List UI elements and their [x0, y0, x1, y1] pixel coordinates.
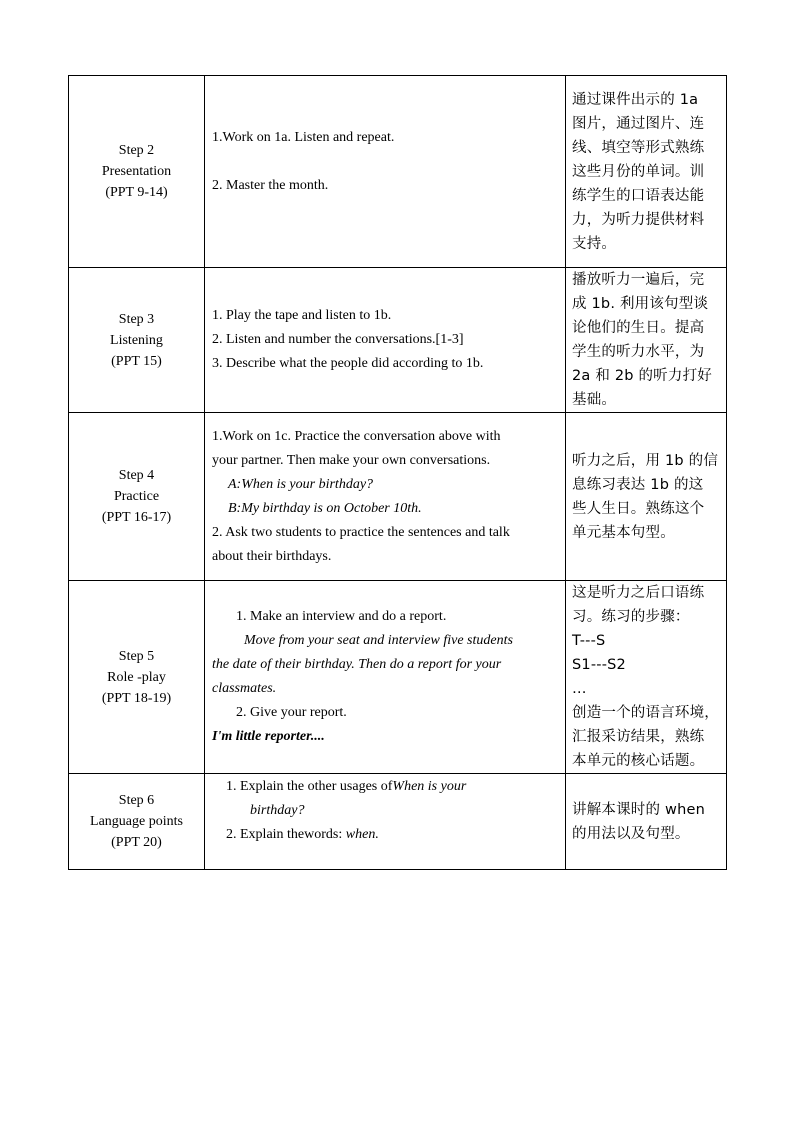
activity-cell: [205, 581, 566, 774]
step-number: Step 2: [118, 143, 155, 158]
note-line: 听力之后，用 1b 的信: [572, 452, 719, 469]
activity-cell: [205, 76, 566, 268]
note-line: T---S: [572, 633, 606, 649]
step-ppt: (PPT 15): [111, 353, 162, 369]
note-line: 这是听力之后口语练: [572, 585, 705, 601]
step-number: Step 5: [118, 648, 155, 664]
table-row: [69, 76, 727, 268]
note-line: 些人生日。熟练这个: [572, 500, 705, 517]
note-line: …: [572, 681, 587, 697]
note-line: 这些月份的单词。训: [572, 163, 705, 180]
dialogue-line-a: A:When is your birthday?: [228, 476, 374, 492]
note-line: 习。练习的步骤：: [572, 609, 690, 625]
activity-text-italic: when.: [345, 827, 379, 842]
activity-text-italic: When is your: [392, 779, 467, 794]
note-line: 讲解本课时的 when: [572, 801, 705, 818]
step-cell: [69, 581, 205, 774]
step-number: Step 4: [118, 468, 155, 483]
step-phase: Language points: [90, 814, 183, 829]
activity-line: 3. Describe what the people did according to 1b.: [212, 356, 484, 371]
step-number: Step 6: [118, 793, 155, 808]
activity-line: Move from your seat and interview five students: [244, 633, 513, 648]
step-phase: Role -play: [107, 669, 166, 685]
activity-text: 1. Explain the other usages of: [226, 779, 393, 794]
activity-line: about their birthdays.: [212, 548, 332, 564]
activity-cell: [205, 268, 566, 413]
note-cell: [566, 774, 727, 870]
activity-line: I'm little reporter....: [212, 729, 325, 744]
step-ppt: (PPT 9-14): [105, 185, 168, 200]
note-line: 论他们的生日。提高: [572, 320, 705, 336]
step-ppt: (PPT 18-19): [101, 690, 172, 706]
activity-line: 1. Play the tape and listen to 1b.: [212, 308, 392, 323]
note-cell: [566, 268, 727, 413]
step-number: Step 3: [118, 311, 155, 327]
activity-line: 2. Master the month.: [212, 178, 329, 193]
activity-line: classmates.: [212, 681, 277, 696]
note-line: 通过课件出示的 1a: [572, 91, 699, 108]
note-cell: [566, 581, 727, 774]
note-line: 2a 和 2b 的听力打好: [572, 368, 712, 384]
activity-line: [212, 775, 559, 799]
activity-text: 2. Explain thewords:: [226, 827, 346, 842]
step-cell: [69, 774, 205, 870]
lesson-plan-table: [68, 75, 727, 870]
note-cell: [566, 76, 727, 268]
table-row: [69, 413, 727, 581]
note-line: 汇报采访结果，熟练: [572, 729, 705, 745]
note-line: 线、填空等形式熟练: [572, 139, 705, 156]
table-row: [69, 268, 727, 413]
note-line: 学生的听力水平，为: [572, 344, 705, 360]
table-row: [69, 581, 727, 774]
activity-line: 2. Ask two students to practice the sentences and talk: [212, 524, 510, 540]
note-line: 本单元的核心话题。: [572, 753, 705, 769]
activity-line: the date of their birthday. Then do a report for your: [212, 657, 502, 672]
step-cell: [69, 413, 205, 581]
step-phase: Practice: [113, 489, 160, 504]
activity-line: your partner. Then make your own conversations.: [212, 452, 491, 468]
step-ppt: (PPT 20): [111, 835, 162, 850]
step-phase: Presentation: [101, 164, 172, 179]
note-line: 基础。: [572, 392, 617, 408]
activity-line: birthday?: [250, 803, 305, 818]
note-line: 单元基本句型。: [572, 524, 675, 541]
step-cell: [69, 268, 205, 413]
note-cell: [566, 413, 727, 581]
note-line: 的用法以及句型。: [572, 825, 690, 842]
note-line: 成 1b. 利用该句型谈: [572, 296, 709, 312]
activity-line: 1.Work on 1a. Listen and repeat.: [212, 130, 395, 145]
note-line: 息练习表达 1b 的这: [572, 476, 704, 493]
activity-line: [212, 823, 559, 847]
activity-line: 2. Listen and number the conversations.[1-3]: [212, 332, 464, 347]
dialogue-line-b: B:My birthday is on October 10th.: [228, 500, 422, 516]
activity-cell: [205, 774, 566, 870]
table-row: [69, 774, 727, 870]
note-line: 力，为听力提供材料: [572, 211, 705, 228]
activity-line: 1. Make an interview and do a report.: [236, 609, 447, 624]
note-line: 支持。: [572, 235, 617, 252]
activity-line: 1.Work on 1c. Practice the conversation above with: [212, 428, 501, 444]
note-line: S1---S2: [572, 657, 626, 673]
step-phase: Listening: [110, 332, 163, 348]
note-line: 播放听力一遍后，完: [572, 272, 705, 288]
step-ppt: (PPT 16-17): [101, 510, 172, 525]
step-cell: [69, 76, 205, 268]
note-line: 创造一个的语言环境，: [572, 705, 719, 721]
activity-cell: [205, 413, 566, 581]
note-line: 图片，通过图片、连: [572, 115, 705, 132]
activity-line: 2. Give your report.: [236, 705, 347, 720]
note-line: 练学生的口语表达能: [572, 187, 705, 204]
